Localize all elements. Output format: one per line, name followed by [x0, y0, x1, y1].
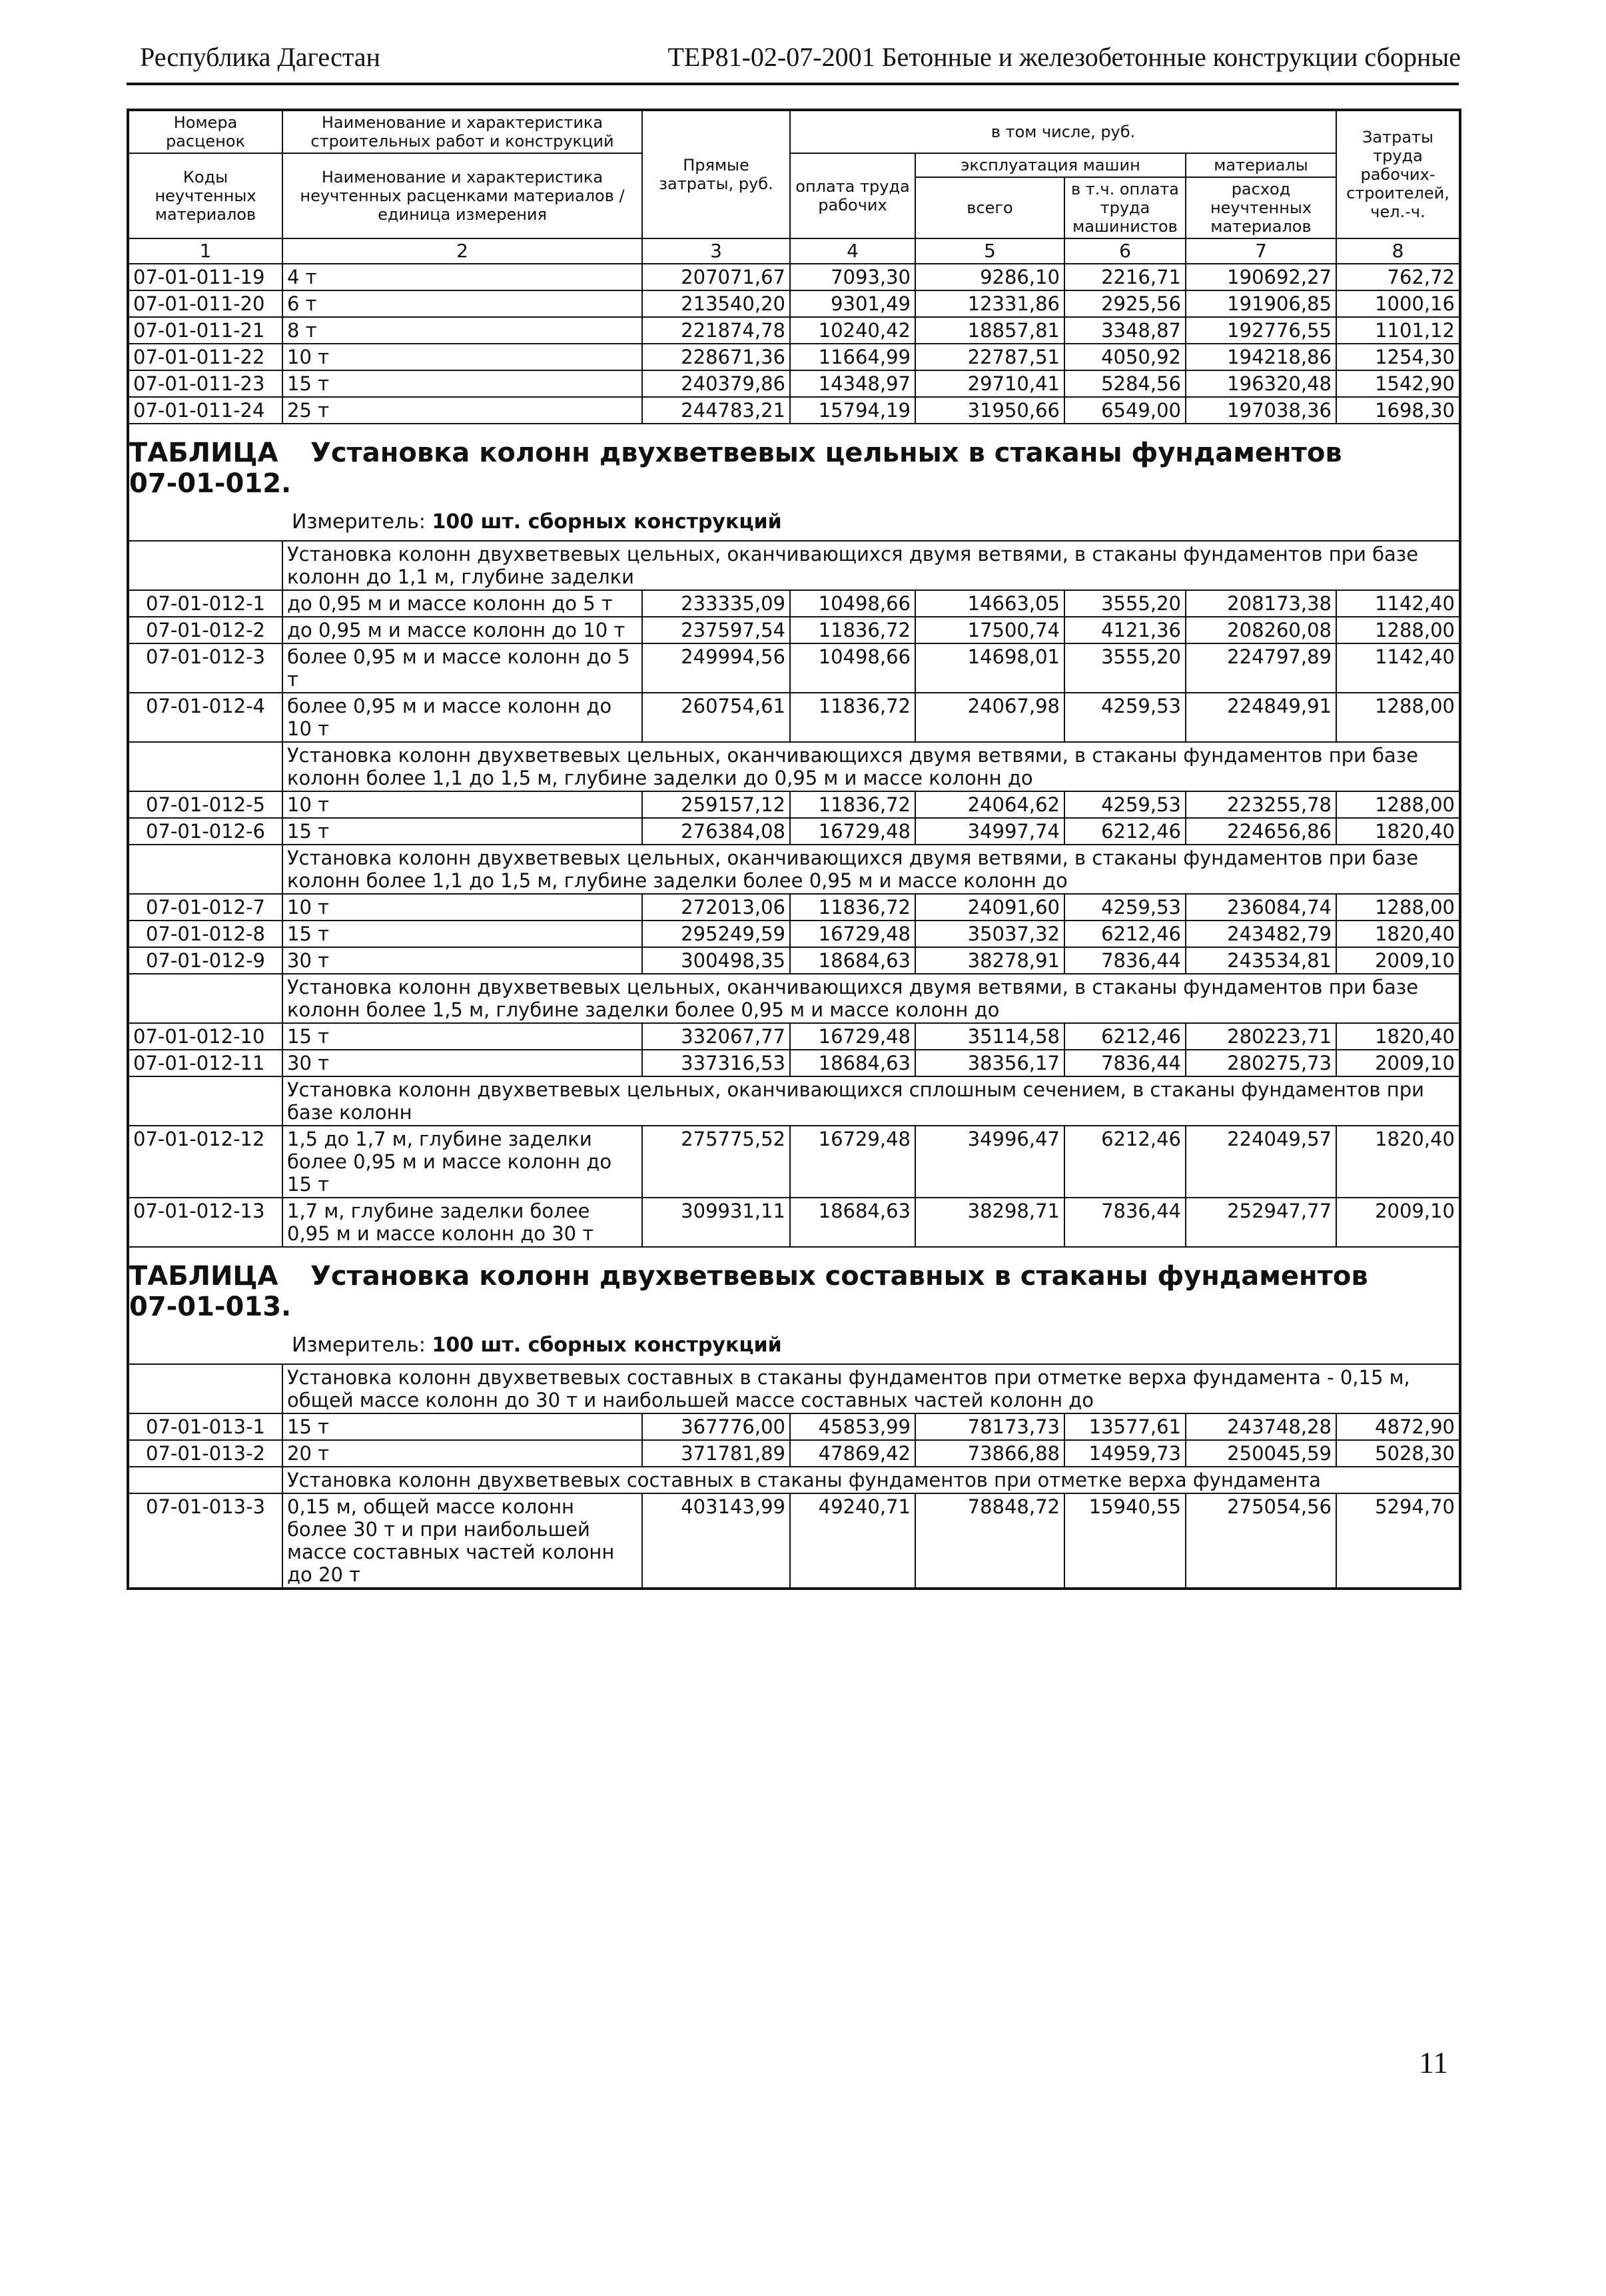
- measure-label: Измеритель:: [292, 510, 426, 534]
- subheading-row: [128, 845, 1460, 894]
- direct-costs: 295249,59: [642, 921, 790, 947]
- materials-cost: 196320,48: [1186, 370, 1336, 397]
- labor-hours: 1542,90: [1336, 370, 1460, 397]
- operator-wages: 3348,87: [1064, 317, 1186, 344]
- direct-costs: 272013,06: [642, 894, 790, 921]
- machines-total: 73866,88: [915, 1440, 1064, 1467]
- labor-hours: 2009,10: [1336, 1198, 1460, 1247]
- labor-hours: 1000,16: [1336, 290, 1460, 317]
- table-row: [128, 1023, 1460, 1050]
- worker-wages: 47869,42: [790, 1440, 915, 1467]
- work-description: 10 т: [282, 344, 642, 370]
- rate-code: 07-01-012-8: [128, 921, 282, 947]
- subheading-row: [128, 1364, 1460, 1413]
- column-number: 2: [282, 238, 642, 264]
- subheading: Установка колонн двухветвевых составных в стаканы фундаментов при отметке верха фундамента - 0,15 м, общей массе колонн до 30 т и наибольшей массе составных частей колонн до: [282, 1364, 1460, 1413]
- labor-hours: 1254,30: [1336, 344, 1460, 370]
- subheading-row: [128, 1076, 1460, 1126]
- operator-wages: 6549,00: [1064, 397, 1186, 424]
- rate-code: 07-01-013-2: [128, 1440, 282, 1467]
- materials-cost: 224849,91: [1186, 693, 1336, 742]
- rate-code: 07-01-012-2: [128, 617, 282, 643]
- machines-total: 14663,05: [915, 590, 1064, 617]
- worker-wages: 10498,66: [790, 643, 915, 693]
- operator-wages: 6212,46: [1064, 818, 1186, 845]
- operator-wages: 4259,53: [1064, 791, 1186, 818]
- machines-total: 78848,72: [915, 1493, 1064, 1589]
- col-header-worker-wages: оплата труда рабочих: [790, 153, 915, 238]
- labor-hours: 2009,10: [1336, 947, 1460, 974]
- machines-total: 9286,10: [915, 264, 1064, 290]
- worker-wages: 16729,48: [790, 1126, 915, 1198]
- column-number: 3: [642, 238, 790, 264]
- operator-wages: 3555,20: [1064, 643, 1186, 693]
- materials-cost: 275054,56: [1186, 1493, 1336, 1589]
- labor-hours: 1142,40: [1336, 590, 1460, 617]
- subheading-row: [128, 541, 1460, 590]
- col-header-material-codes: Коды неучтенных материалов: [128, 153, 282, 238]
- labor-hours: 1142,40: [1336, 643, 1460, 693]
- subheading: Установка колонн двухветвевых цельных, оканчивающихся двумя ветвями, в стаканы фундаментов при базе колонн более 1,5 м, глубине заделки более 0,95 м и массе колонн до: [282, 974, 1460, 1023]
- table-row: [128, 818, 1460, 845]
- worker-wages: 10498,66: [790, 590, 915, 617]
- worker-wages: 18684,63: [790, 947, 915, 974]
- work-description: 25 т: [282, 397, 642, 424]
- labor-hours: 1288,00: [1336, 894, 1460, 921]
- work-description: 30 т: [282, 1050, 642, 1076]
- rates-table: [127, 109, 1461, 1590]
- direct-costs: 403143,99: [642, 1493, 790, 1589]
- table-row: [128, 1050, 1460, 1076]
- operator-wages: 4121,36: [1064, 617, 1186, 643]
- worker-wages: 11836,72: [790, 894, 915, 921]
- work-description: 0,15 м, общей массе колонн более 30 т и при наибольшей массе составных частей колонн до 20 т: [282, 1493, 642, 1589]
- materials-cost: 192776,55: [1186, 317, 1336, 344]
- work-description: 15 т: [282, 818, 642, 845]
- labor-hours: 4872,90: [1336, 1413, 1460, 1440]
- column-number: 7: [1186, 238, 1336, 264]
- worker-wages: 18684,63: [790, 1198, 915, 1247]
- materials-cost: 252947,77: [1186, 1198, 1336, 1247]
- materials-cost: 224656,86: [1186, 818, 1336, 845]
- direct-costs: 300498,35: [642, 947, 790, 974]
- rate-code: 07-01-012-1: [128, 590, 282, 617]
- rate-code: 07-01-013-3: [128, 1493, 282, 1589]
- machines-total: 34997,74: [915, 818, 1064, 845]
- operator-wages: 4259,53: [1064, 894, 1186, 921]
- machines-total: 24067,98: [915, 693, 1064, 742]
- materials-cost: 223255,78: [1186, 791, 1336, 818]
- subheading: Установка колонн двухветвевых составных в стаканы фундаментов при отметке верха фундамента: [282, 1467, 1460, 1493]
- machines-total: 38298,71: [915, 1198, 1064, 1247]
- direct-costs: 332067,77: [642, 1023, 790, 1050]
- rate-code: 07-01-012-10: [128, 1023, 282, 1050]
- col-header-machines-total: всего: [915, 177, 1064, 238]
- direct-costs: 275775,52: [642, 1126, 790, 1198]
- worker-wages: 14348,97: [790, 370, 915, 397]
- direct-costs: 367776,00: [642, 1413, 790, 1440]
- rate-code: 07-01-011-20: [128, 290, 282, 317]
- operator-wages: 14959,73: [1064, 1440, 1186, 1467]
- direct-costs: 228671,36: [642, 344, 790, 370]
- subheading: Установка колонн двухветвевых цельных, оканчивающихся двумя ветвями, в стаканы фундаментов при базе колонн более 1,1 до 1,5 м, глубине заделки до 0,95 м и массе колонн до: [282, 742, 1460, 791]
- column-number-row: [128, 238, 1460, 264]
- materials-cost: 194218,86: [1186, 344, 1336, 370]
- column-number: 8: [1336, 238, 1460, 264]
- operator-wages: 6212,46: [1064, 1023, 1186, 1050]
- column-number: 1: [128, 238, 282, 264]
- worker-wages: 11836,72: [790, 693, 915, 742]
- table-row: [128, 264, 1460, 290]
- subheading-row: [128, 1467, 1460, 1493]
- operator-wages: 7836,44: [1064, 947, 1186, 974]
- table-row: [128, 791, 1460, 818]
- table-row: [128, 947, 1460, 974]
- operator-wages: 7836,44: [1064, 1198, 1186, 1247]
- worker-wages: 45853,99: [790, 1413, 915, 1440]
- rate-code: 07-01-012-11: [128, 1050, 282, 1076]
- measure-value: 100 шт. сборных конструкций: [432, 510, 782, 534]
- machines-total: 38356,17: [915, 1050, 1064, 1076]
- measure-value: 100 шт. сборных конструкций: [432, 1334, 782, 1357]
- table-row: [128, 617, 1460, 643]
- worker-wages: 9301,49: [790, 290, 915, 317]
- rate-code: 07-01-013-1: [128, 1413, 282, 1440]
- table-row: [128, 317, 1460, 344]
- subheading: Установка колонн двухветвевых цельных, оканчивающихся сплошным сечением, в стаканы фундаментов при базе колонн: [282, 1076, 1460, 1126]
- operator-wages: 15940,55: [1064, 1493, 1186, 1589]
- table-row: [128, 894, 1460, 921]
- machines-total: 24064,62: [915, 791, 1064, 818]
- section-heading: [128, 424, 1460, 541]
- work-description: более 0,95 м и массе колонн до 5 т: [282, 643, 642, 693]
- rate-code: 07-01-011-23: [128, 370, 282, 397]
- direct-costs: 276384,08: [642, 818, 790, 845]
- col-header-materials: материалы: [1186, 153, 1336, 177]
- measure-unit: [129, 1334, 1459, 1357]
- machines-total: 78173,73: [915, 1413, 1064, 1440]
- direct-costs: 240379,86: [642, 370, 790, 397]
- rates-sheet: [127, 109, 1459, 1590]
- column-number: 4: [790, 238, 915, 264]
- table-row: [128, 344, 1460, 370]
- header-document-title: ТЕР81-02-07-2001 Бетонные и железобетонные конструкции сборные: [667, 42, 1461, 72]
- operator-wages: 2925,56: [1064, 290, 1186, 317]
- direct-costs: 237597,54: [642, 617, 790, 643]
- machines-total: 12331,86: [915, 290, 1064, 317]
- col-header-material-name: Наименование и характеристика неучтенных расценками материалов / единица измерения: [282, 153, 642, 238]
- column-number: 5: [915, 238, 1064, 264]
- direct-costs: 371781,89: [642, 1440, 790, 1467]
- table-row: [128, 397, 1460, 424]
- operator-wages: 4050,92: [1064, 344, 1186, 370]
- col-header-labor-hours: Затраты труда рабочих-строителей, чел.-ч.: [1336, 110, 1460, 238]
- page-number: 11: [1419, 2046, 1449, 2080]
- table-row: [128, 290, 1460, 317]
- work-description: 20 т: [282, 1440, 642, 1467]
- table-title: Установка колонн двухветвевых составных в стаканы фундаментов: [310, 1261, 1368, 1292]
- labor-hours: 5028,30: [1336, 1440, 1460, 1467]
- rate-code: 07-01-012-5: [128, 791, 282, 818]
- worker-wages: 11836,72: [790, 617, 915, 643]
- materials-cost: 190692,27: [1186, 264, 1336, 290]
- table-label: ТАБЛИЦА 07-01-012.: [129, 438, 292, 499]
- rate-code: 07-01-012-4: [128, 693, 282, 742]
- operator-wages: 4259,53: [1064, 693, 1186, 742]
- machines-total: 29710,41: [915, 370, 1064, 397]
- direct-costs: 309931,11: [642, 1198, 790, 1247]
- worker-wages: 16729,48: [790, 818, 915, 845]
- col-header-material-consumption: расход неучтенных материалов: [1186, 177, 1336, 238]
- work-description: 4 т: [282, 264, 642, 290]
- machines-total: 38278,91: [915, 947, 1064, 974]
- worker-wages: 16729,48: [790, 1023, 915, 1050]
- rate-code: 07-01-012-6: [128, 818, 282, 845]
- materials-cost: 191906,85: [1186, 290, 1336, 317]
- measure-unit: [129, 511, 1459, 534]
- work-description: 8 т: [282, 317, 642, 344]
- table-row: [128, 1440, 1460, 1467]
- work-description: 6 т: [282, 290, 642, 317]
- table-row: [128, 590, 1460, 617]
- materials-cost: 208260,08: [1186, 617, 1336, 643]
- direct-costs: 259157,12: [642, 791, 790, 818]
- rate-code: 07-01-012-7: [128, 894, 282, 921]
- machines-total: 35037,32: [915, 921, 1064, 947]
- materials-cost: 280223,71: [1186, 1023, 1336, 1050]
- machines-total: 17500,74: [915, 617, 1064, 643]
- worker-wages: 11664,99: [790, 344, 915, 370]
- subheading-row: [128, 742, 1460, 791]
- work-description: 1,7 м, глубине заделки более 0,95 м и массе колонн до 30 т: [282, 1198, 642, 1247]
- work-description: 10 т: [282, 894, 642, 921]
- col-header-direct-costs: Прямые затраты, руб.: [642, 110, 790, 238]
- col-header-operator-wages: в т.ч. оплата труда машинистов: [1064, 177, 1186, 238]
- col-header-rate-numbers: Номера расценок: [128, 110, 282, 153]
- materials-cost: 224797,89: [1186, 643, 1336, 693]
- work-description: 15 т: [282, 1413, 642, 1440]
- section-heading-row: [128, 1247, 1460, 1364]
- rate-code: 07-01-012-3: [128, 643, 282, 693]
- table-row: [128, 1413, 1460, 1440]
- section-heading: [128, 1247, 1460, 1364]
- table-row: [128, 1198, 1460, 1247]
- direct-costs: 244783,21: [642, 397, 790, 424]
- subheading-row: [128, 974, 1460, 1023]
- labor-hours: 1698,30: [1336, 397, 1460, 424]
- col-header-machine-operation: эксплуатация машин: [915, 153, 1186, 177]
- operator-wages: 6212,46: [1064, 1126, 1186, 1198]
- rate-code: 07-01-011-21: [128, 317, 282, 344]
- materials-cost: 224049,57: [1186, 1126, 1336, 1198]
- machines-total: 35114,58: [915, 1023, 1064, 1050]
- materials-cost: 208173,38: [1186, 590, 1336, 617]
- operator-wages: 5284,56: [1064, 370, 1186, 397]
- worker-wages: 49240,71: [790, 1493, 915, 1589]
- rate-code: 07-01-011-24: [128, 397, 282, 424]
- direct-costs: 249994,56: [642, 643, 790, 693]
- rate-code: 07-01-011-22: [128, 344, 282, 370]
- column-number: 6: [1064, 238, 1186, 264]
- direct-costs: 337316,53: [642, 1050, 790, 1076]
- labor-hours: 1820,40: [1336, 921, 1460, 947]
- operator-wages: 7836,44: [1064, 1050, 1186, 1076]
- table-label: ТАБЛИЦА 07-01-013.: [129, 1261, 292, 1322]
- worker-wages: 15794,19: [790, 397, 915, 424]
- labor-hours: 762,72: [1336, 264, 1460, 290]
- machines-total: 31950,66: [915, 397, 1064, 424]
- direct-costs: 221874,78: [642, 317, 790, 344]
- rate-code: 07-01-012-9: [128, 947, 282, 974]
- labor-hours: 1288,00: [1336, 617, 1460, 643]
- worker-wages: 18684,63: [790, 1050, 915, 1076]
- work-description: до 0,95 м и массе колонн до 5 т: [282, 590, 642, 617]
- work-description: 15 т: [282, 370, 642, 397]
- worker-wages: 11836,72: [790, 791, 915, 818]
- work-description: 10 т: [282, 791, 642, 818]
- work-description: 30 т: [282, 947, 642, 974]
- direct-costs: 207071,67: [642, 264, 790, 290]
- header-divider: [127, 83, 1459, 85]
- table-row: [128, 693, 1460, 742]
- operator-wages: 6212,46: [1064, 921, 1186, 947]
- machines-total: 18857,81: [915, 317, 1064, 344]
- table-row: [128, 643, 1460, 693]
- work-description: 1,5 до 1,7 м, глубине заделки более 0,95 м и массе колонн до 15 т: [282, 1126, 642, 1198]
- labor-hours: 2009,10: [1336, 1050, 1460, 1076]
- worker-wages: 7093,30: [790, 264, 915, 290]
- work-description: более 0,95 м и массе колонн до 10 т: [282, 693, 642, 742]
- worker-wages: 10240,42: [790, 317, 915, 344]
- materials-cost: 250045,59: [1186, 1440, 1336, 1467]
- header-region: Республика Дагестан: [140, 42, 380, 72]
- measure-label: Измеритель:: [292, 1334, 426, 1357]
- table-row: [128, 1493, 1460, 1589]
- table-row: [128, 1126, 1460, 1198]
- worker-wages: 16729,48: [790, 921, 915, 947]
- machines-total: 14698,01: [915, 643, 1064, 693]
- machines-total: 34996,47: [915, 1126, 1064, 1198]
- table-title: Установка колонн двухветвевых цельных в стаканы фундаментов: [310, 438, 1342, 468]
- materials-cost: 197038,36: [1186, 397, 1336, 424]
- operator-wages: 13577,61: [1064, 1413, 1186, 1440]
- operator-wages: 3555,20: [1064, 590, 1186, 617]
- labor-hours: 1101,12: [1336, 317, 1460, 344]
- work-description: 15 т: [282, 921, 642, 947]
- subheading: Установка колонн двухветвевых цельных, оканчивающихся двумя ветвями, в стаканы фундаментов при базе колонн более 1,1 до 1,5 м, глубине заделки более 0,95 м и массе колонн до: [282, 845, 1460, 894]
- rate-code: 07-01-012-12: [128, 1126, 282, 1198]
- labor-hours: 1288,00: [1336, 693, 1460, 742]
- machines-total: 24091,60: [915, 894, 1064, 921]
- materials-cost: 243482,79: [1186, 921, 1336, 947]
- labor-hours: 1820,40: [1336, 1126, 1460, 1198]
- machines-total: 22787,51: [915, 344, 1064, 370]
- labor-hours: 1820,40: [1336, 1023, 1460, 1050]
- materials-cost: 243534,81: [1186, 947, 1336, 974]
- table-row: [128, 370, 1460, 397]
- direct-costs: 233335,09: [642, 590, 790, 617]
- section-heading-row: [128, 424, 1460, 541]
- labor-hours: 1288,00: [1336, 791, 1460, 818]
- labor-hours: 1820,40: [1336, 818, 1460, 845]
- work-description: до 0,95 м и массе колонн до 10 т: [282, 617, 642, 643]
- materials-cost: 280275,73: [1186, 1050, 1336, 1076]
- work-description: 15 т: [282, 1023, 642, 1050]
- col-header-work-name: Наименование и характеристика строительных работ и конструкций: [282, 110, 642, 153]
- direct-costs: 260754,61: [642, 693, 790, 742]
- table-row: [128, 921, 1460, 947]
- materials-cost: 243748,28: [1186, 1413, 1336, 1440]
- operator-wages: 2216,71: [1064, 264, 1186, 290]
- direct-costs: 213540,20: [642, 290, 790, 317]
- rate-code: 07-01-012-13: [128, 1198, 282, 1247]
- materials-cost: 236084,74: [1186, 894, 1336, 921]
- subheading: Установка колонн двухветвевых цельных, оканчивающихся двумя ветвями, в стаканы фундаментов при базе колонн до 1,1 м, глубине заделки: [282, 541, 1460, 590]
- rate-code: 07-01-011-19: [128, 264, 282, 290]
- col-header-including: в том числе, руб.: [790, 110, 1336, 153]
- labor-hours: 5294,70: [1336, 1493, 1460, 1589]
